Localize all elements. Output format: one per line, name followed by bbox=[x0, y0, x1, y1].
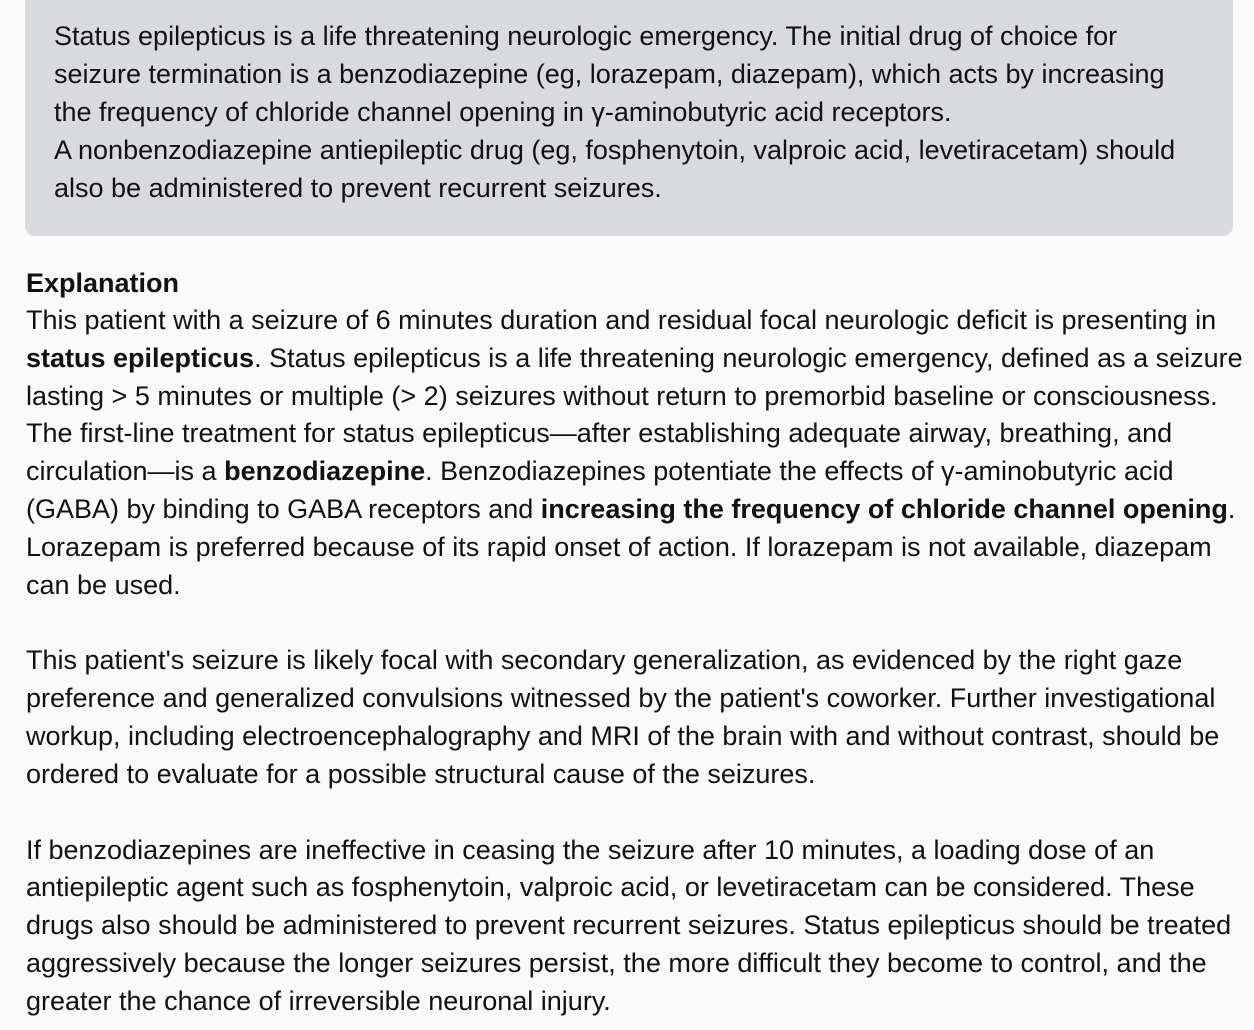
p1-bold-status-epilepticus: status epilepticus bbox=[26, 342, 255, 373]
p1-text-1: This patient with a seizure of 6 minutes duration and residual focal neurologic deficit is presenting in bbox=[26, 305, 1217, 335]
p1-bold-chloride-channel: increasing the frequency of chloride channel opening bbox=[540, 493, 1228, 524]
explanation-paragraph-3: If benzodiazepines are ineffective in ceasing the seizure after 10 minutes, a loading dose of an antiepileptic agent such as fosphenytoin, valproic acid, or levetiracetam can be considered. These drugs also should be administered to prevent recurrent seizures. Status epilepticus should be treated aggressively because the longer seizures persist, the more difficult they become to control, and the greater the chance of irreversible neuronal injury. bbox=[26, 834, 1232, 1016]
explanation-paragraph-2: This patient's seizure is likely focal with secondary generalization, as evidenced by the right gaze preference and generalized convulsions witnessed by the patient's coworker. Further investigational workup, including electroencephalography and MRI of the brain with and without contrast, should be ordered to evaluate for a possible structural cause of the seizures. bbox=[26, 645, 1220, 789]
p1-text-3: . Benzodiazepines potentiate the effects of γ-aminobutyric acid (GABA) by binding to GABA receptors and bbox=[26, 456, 1174, 524]
p1-bold-benzodiazepine: benzodiazepine bbox=[224, 456, 426, 487]
summary-text bbox=[54, 17, 1209, 207]
educational-objective-box bbox=[25, 0, 1233, 236]
p1-text-4: . Lorazepam is preferred because of its rapid onset of action. If lorazepam is not available, diazepam can be used. bbox=[26, 493, 1236, 600]
summary-line-1: Status epilepticus is a life threatening neurologic emergency. The initial drug of choice for seizure termination is a benzodiazepine (eg, lorazepam, diazepam), which acts by increasing the frequency of chloride channel opening in γ-aminobutyric acid receptors. bbox=[54, 21, 1165, 127]
summary-line-2: A nonbenzodiazepine antiepileptic drug (eg, fosphenytoin, valproic acid, levetiracetam) should also be administered to prevent recurrent seizures. bbox=[54, 135, 1176, 203]
explanation-section bbox=[26, 264, 1246, 1021]
explanation-heading: Explanation bbox=[26, 268, 180, 298]
explanation-paragraph-1 bbox=[26, 302, 1246, 604]
p1-text-2: . Status epilepticus is a life threatening neurologic emergency, defined as a seizure lasting > 5 minutes or multiple (> 2) seizures without return to premorbid baseline or consciousness. The first-line treatment for status epilepticus—after establishing adequate airway, breathing, and circulation—is a bbox=[26, 342, 1243, 487]
